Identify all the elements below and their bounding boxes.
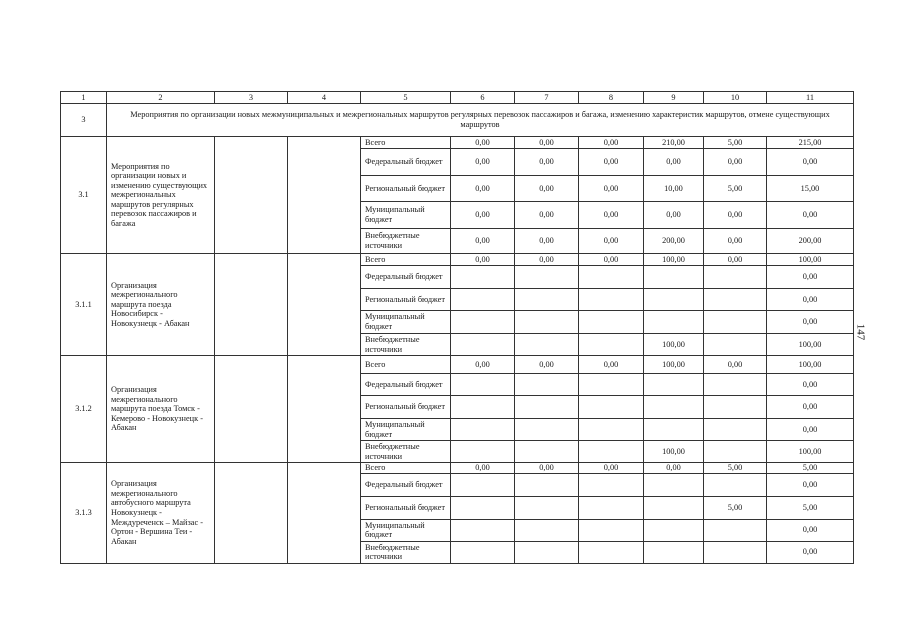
value-cell xyxy=(515,419,579,441)
funding-source-label: Всего xyxy=(361,254,451,266)
header-cell: 8 xyxy=(579,92,644,104)
funding-source-label: Внебюджетные источники xyxy=(361,334,451,356)
value-cell xyxy=(515,289,579,311)
value-cell: 0,00 xyxy=(579,149,644,176)
value-cell xyxy=(515,311,579,334)
value-cell: 0,00 xyxy=(515,149,579,176)
value-cell xyxy=(644,541,704,563)
table-row xyxy=(61,137,854,149)
value-cell: 0,00 xyxy=(451,463,515,474)
value-cell xyxy=(515,541,579,563)
value-cell: 210,00 xyxy=(644,137,704,149)
value-cell xyxy=(704,374,767,396)
funding-source-label: Региональный бюджет xyxy=(361,396,451,419)
value-cell: 0,00 xyxy=(451,202,515,229)
value-cell: 5,00 xyxy=(767,496,854,519)
value-cell: 0,00 xyxy=(451,137,515,149)
value-cell: 5,00 xyxy=(767,463,854,474)
funding-source-label: Муниципальный бюджет xyxy=(361,419,451,441)
value-cell: 0,00 xyxy=(767,419,854,441)
value-cell xyxy=(704,473,767,496)
value-cell: 0,00 xyxy=(644,463,704,474)
value-cell xyxy=(579,541,644,563)
funding-source-label: Муниципальный бюджет xyxy=(361,519,451,541)
value-cell xyxy=(644,289,704,311)
value-cell: 0,00 xyxy=(451,356,515,374)
budget-table xyxy=(60,91,854,564)
item-description: Организация межрегионального автобусного маршрута Новокузнецк - Междуреченск – Майзас - Ортон - Вершина Теи - Абакан xyxy=(107,463,215,564)
table-row xyxy=(61,356,854,374)
value-cell xyxy=(704,441,767,463)
value-cell xyxy=(579,396,644,419)
value-cell: 200,00 xyxy=(767,229,854,254)
value-cell: 5,00 xyxy=(704,496,767,519)
header-row xyxy=(61,92,854,104)
empty-cell xyxy=(215,137,288,254)
value-cell xyxy=(704,289,767,311)
section-row xyxy=(61,104,854,137)
header-cell: 10 xyxy=(704,92,767,104)
value-cell xyxy=(644,374,704,396)
value-cell xyxy=(704,519,767,541)
value-cell xyxy=(579,266,644,289)
header-cell: 9 xyxy=(644,92,704,104)
value-cell xyxy=(644,519,704,541)
value-cell: 0,00 xyxy=(767,541,854,563)
table-body xyxy=(61,92,854,564)
funding-source-label: Всего xyxy=(361,356,451,374)
value-cell xyxy=(579,334,644,356)
funding-source-label: Муниципальный бюджет xyxy=(361,311,451,334)
value-cell xyxy=(579,473,644,496)
header-cell: 6 xyxy=(451,92,515,104)
value-cell: 15,00 xyxy=(767,176,854,202)
item-description: Организация межрегионального маршрута поезда Томск - Кемерово - Новокузнецк - Абакан xyxy=(107,356,215,463)
value-cell xyxy=(515,334,579,356)
value-cell: 0,00 xyxy=(767,266,854,289)
header-cell: 3 xyxy=(215,92,288,104)
value-cell: 100,00 xyxy=(644,334,704,356)
funding-source-label: Всего xyxy=(361,463,451,474)
value-cell: 215,00 xyxy=(767,137,854,149)
value-cell: 0,00 xyxy=(515,254,579,266)
value-cell: 100,00 xyxy=(767,334,854,356)
section-title: Мероприятия по организации новых межмуниципальных и межрегиональных маршрутов регулярных перевозок пассажиров и багажа, изменению характеристик маршрутов, отмене существующих маршрутов xyxy=(107,104,854,137)
value-cell xyxy=(704,396,767,419)
funding-source-label: Региональный бюджет xyxy=(361,289,451,311)
header-cell: 4 xyxy=(288,92,361,104)
value-cell: 0,00 xyxy=(579,356,644,374)
value-cell: 10,00 xyxy=(644,176,704,202)
value-cell xyxy=(579,496,644,519)
funding-source-label: Внебюджетные источники xyxy=(361,441,451,463)
value-cell: 0,00 xyxy=(579,137,644,149)
value-cell: 5,00 xyxy=(704,137,767,149)
value-cell xyxy=(579,374,644,396)
funding-source-label: Региональный бюджет xyxy=(361,176,451,202)
value-cell: 0,00 xyxy=(704,202,767,229)
value-cell: 0,00 xyxy=(767,202,854,229)
empty-cell xyxy=(288,463,361,564)
value-cell xyxy=(515,441,579,463)
value-cell: 0,00 xyxy=(767,311,854,334)
value-cell xyxy=(451,289,515,311)
item-description: Мероприятия по организации новых и изменению существующих межрегиональных маршрутов регулярных перевозок пассажиров и багажа xyxy=(107,137,215,254)
funding-source-label: Муниципальный бюджет xyxy=(361,202,451,229)
funding-source-label: Федеральный бюджет xyxy=(361,374,451,396)
value-cell xyxy=(704,541,767,563)
value-cell: 0,00 xyxy=(767,519,854,541)
value-cell: 0,00 xyxy=(704,149,767,176)
value-cell xyxy=(704,311,767,334)
value-cell: 100,00 xyxy=(767,254,854,266)
header-cell: 5 xyxy=(361,92,451,104)
funding-source-label: Федеральный бюджет xyxy=(361,266,451,289)
value-cell xyxy=(644,396,704,419)
value-cell xyxy=(451,311,515,334)
empty-cell xyxy=(288,137,361,254)
value-cell xyxy=(451,396,515,419)
empty-cell xyxy=(288,356,361,463)
value-cell: 0,00 xyxy=(451,254,515,266)
value-cell xyxy=(515,519,579,541)
value-cell xyxy=(704,419,767,441)
value-cell: 0,00 xyxy=(515,229,579,254)
value-cell xyxy=(579,519,644,541)
value-cell xyxy=(451,334,515,356)
value-cell: 0,00 xyxy=(579,254,644,266)
value-cell: 100,00 xyxy=(767,356,854,374)
funding-source-label: Региональный бюджет xyxy=(361,496,451,519)
value-cell xyxy=(451,541,515,563)
empty-cell xyxy=(288,254,361,356)
value-cell xyxy=(704,266,767,289)
header-cell: 1 xyxy=(61,92,107,104)
value-cell xyxy=(515,496,579,519)
header-cell: 7 xyxy=(515,92,579,104)
value-cell xyxy=(451,441,515,463)
header-cell: 2 xyxy=(107,92,215,104)
item-description: Организация межрегионального маршрута поезда Новосибирск - Новокузнецк - Абакан xyxy=(107,254,215,356)
value-cell: 0,00 xyxy=(451,176,515,202)
value-cell: 100,00 xyxy=(767,441,854,463)
value-cell xyxy=(644,496,704,519)
value-cell xyxy=(451,496,515,519)
value-cell xyxy=(704,334,767,356)
value-cell: 0,00 xyxy=(451,229,515,254)
funding-source-label: Федеральный бюджет xyxy=(361,149,451,176)
value-cell xyxy=(451,519,515,541)
empty-cell xyxy=(215,356,288,463)
value-cell xyxy=(451,473,515,496)
header-cell: 11 xyxy=(767,92,854,104)
value-cell xyxy=(644,266,704,289)
value-cell xyxy=(579,441,644,463)
value-cell: 100,00 xyxy=(644,441,704,463)
value-cell: 0,00 xyxy=(644,202,704,229)
item-number: 3.1 xyxy=(61,137,107,254)
value-cell xyxy=(515,473,579,496)
value-cell: 100,00 xyxy=(644,254,704,266)
empty-cell xyxy=(215,463,288,564)
value-cell xyxy=(451,419,515,441)
value-cell xyxy=(451,374,515,396)
value-cell: 0,00 xyxy=(451,149,515,176)
value-cell xyxy=(644,419,704,441)
table-row xyxy=(61,463,854,474)
value-cell xyxy=(515,374,579,396)
value-cell xyxy=(644,311,704,334)
value-cell: 0,00 xyxy=(515,202,579,229)
empty-cell xyxy=(215,254,288,356)
value-cell: 0,00 xyxy=(704,229,767,254)
value-cell: 0,00 xyxy=(515,176,579,202)
value-cell: 0,00 xyxy=(515,356,579,374)
page-number: 147 xyxy=(854,323,867,341)
value-cell: 0,00 xyxy=(767,473,854,496)
value-cell: 0,00 xyxy=(767,374,854,396)
value-cell: 0,00 xyxy=(767,396,854,419)
value-cell xyxy=(644,473,704,496)
value-cell: 100,00 xyxy=(644,356,704,374)
value-cell: 0,00 xyxy=(579,202,644,229)
value-cell: 0,00 xyxy=(579,463,644,474)
value-cell xyxy=(579,419,644,441)
value-cell xyxy=(515,396,579,419)
value-cell: 0,00 xyxy=(515,463,579,474)
value-cell: 0,00 xyxy=(704,254,767,266)
value-cell: 200,00 xyxy=(644,229,704,254)
value-cell: 5,00 xyxy=(704,463,767,474)
funding-source-label: Внебюджетные источники xyxy=(361,229,451,254)
section-number: 3 xyxy=(61,104,107,137)
value-cell: 0,00 xyxy=(644,149,704,176)
value-cell xyxy=(579,289,644,311)
funding-source-label: Федеральный бюджет xyxy=(361,473,451,496)
funding-source-label: Внебюджетные источники xyxy=(361,541,451,563)
value-cell: 0,00 xyxy=(704,356,767,374)
item-number: 3.1.1 xyxy=(61,254,107,356)
value-cell: 0,00 xyxy=(767,289,854,311)
table-row xyxy=(61,254,854,266)
value-cell: 5,00 xyxy=(704,176,767,202)
item-number: 3.1.3 xyxy=(61,463,107,564)
value-cell xyxy=(515,266,579,289)
item-number: 3.1.2 xyxy=(61,356,107,463)
value-cell xyxy=(451,266,515,289)
value-cell: 0,00 xyxy=(579,229,644,254)
funding-source-label: Всего xyxy=(361,137,451,149)
value-cell: 0,00 xyxy=(767,149,854,176)
value-cell: 0,00 xyxy=(579,176,644,202)
value-cell xyxy=(579,311,644,334)
value-cell: 0,00 xyxy=(515,137,579,149)
